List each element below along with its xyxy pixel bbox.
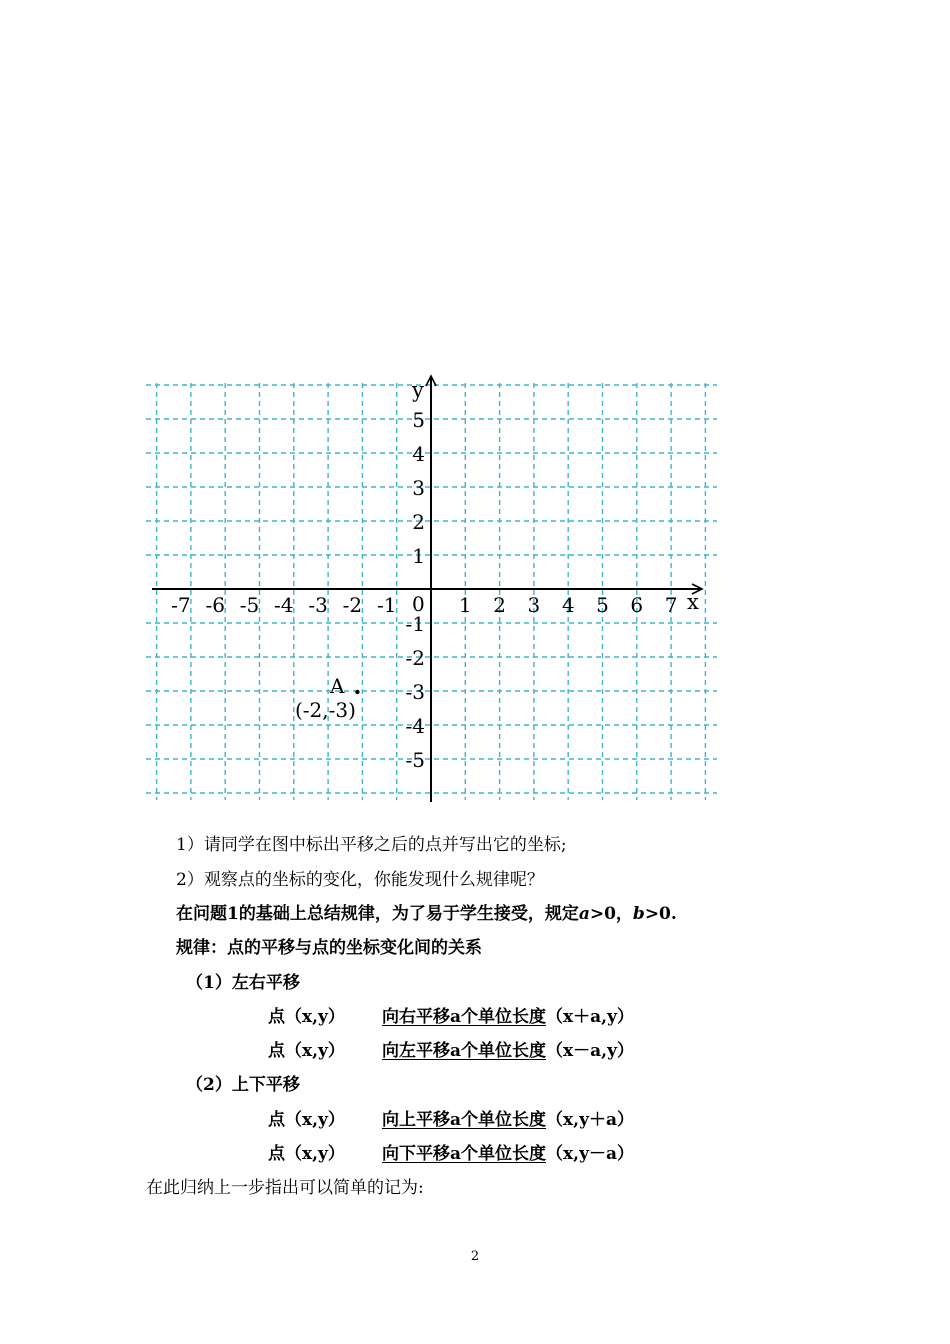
y-tick-label: 5 bbox=[412, 408, 425, 432]
question-2: 2）观察点的坐标的变化，你能发现什么规律呢？ bbox=[176, 870, 544, 890]
closing-text: 在此归纳上一步指出可以简单的记为: bbox=[146, 1178, 424, 1198]
y-tick-label: 3 bbox=[412, 476, 425, 500]
point-a-coords: (-2,-3) bbox=[295, 698, 356, 722]
rule-from: 点（x,y） bbox=[268, 1041, 345, 1061]
x-tick-label: -5 bbox=[239, 593, 260, 617]
point-a-dot bbox=[355, 690, 359, 694]
y-axis-label: y bbox=[412, 378, 424, 402]
summary-a-cond: >0， bbox=[589, 904, 633, 924]
x-tick-label: -2 bbox=[342, 593, 363, 617]
x-tick-label: 6 bbox=[630, 593, 644, 617]
question-1: 1）请同学在图中标出平移之后的点并写出它的坐标; bbox=[176, 835, 567, 855]
rule-action: 向左平移a个单位长度 bbox=[382, 1041, 547, 1061]
rule-action: 向下平移a个单位长度 bbox=[382, 1144, 547, 1164]
page-number: 2 bbox=[470, 1249, 480, 1264]
origin-label: 0 bbox=[412, 592, 425, 616]
x-tick-label: -4 bbox=[274, 593, 294, 617]
axes bbox=[152, 376, 702, 802]
summary-prefix: 在问题1的基础上总结规律，为了易于学生接受，规定 bbox=[176, 904, 579, 924]
x-tick-label: 5 bbox=[596, 593, 609, 617]
y-tick-label: 4 bbox=[412, 442, 425, 466]
rule-row bbox=[268, 1005, 634, 1029]
rule-from: 点（x,y） bbox=[268, 1007, 345, 1027]
x-tick-label: 2 bbox=[493, 593, 506, 617]
rule-action: 向上平移a个单位长度 bbox=[382, 1110, 547, 1130]
x-tick-label: -1 bbox=[376, 593, 397, 617]
x-tick-label: -3 bbox=[308, 593, 328, 617]
y-tick-label: 2 bbox=[412, 510, 425, 534]
section-heading-vertical: （2）上下平移 bbox=[186, 1075, 300, 1095]
rule-title: 规律：点的平移与点的坐标变化间的关系 bbox=[176, 938, 482, 958]
x-tick-label: 3 bbox=[527, 593, 541, 617]
y-tick-label: -3 bbox=[405, 680, 425, 704]
y-tick-label: -5 bbox=[405, 748, 425, 772]
x-tick-label: -6 bbox=[205, 593, 225, 617]
rule-row bbox=[268, 1142, 634, 1166]
rule-from: 点（x,y） bbox=[268, 1110, 345, 1130]
x-tick-label: -7 bbox=[171, 593, 191, 617]
rule-action: 向右平移a个单位长度 bbox=[382, 1007, 547, 1027]
summary-a-var: a bbox=[578, 904, 590, 924]
rule-to: （x＋a,y） bbox=[546, 1007, 634, 1027]
rule-to: （x,y＋a） bbox=[546, 1110, 634, 1130]
summary-b-cond: >0. bbox=[644, 904, 677, 924]
rule-from: 点（x,y） bbox=[268, 1144, 345, 1164]
y-tick-label: -4 bbox=[405, 714, 425, 738]
section-heading-horizontal: （1）左右平移 bbox=[186, 973, 300, 993]
x-axis-label: x bbox=[687, 590, 699, 614]
summary-line bbox=[176, 902, 677, 926]
y-tick-label: -1 bbox=[405, 612, 425, 636]
y-tick-label: 1 bbox=[412, 544, 425, 568]
rule-to: （x,y－a） bbox=[546, 1144, 634, 1164]
rule-row bbox=[268, 1108, 634, 1132]
y-tick-label: -2 bbox=[405, 646, 425, 670]
point-a-name: A bbox=[330, 674, 345, 698]
x-tick-label: 7 bbox=[664, 593, 678, 617]
x-tick-label: 4 bbox=[561, 593, 575, 617]
x-tick-label: 1 bbox=[458, 593, 472, 617]
rule-to: （x－a,y） bbox=[546, 1041, 634, 1061]
rule-row bbox=[268, 1039, 634, 1063]
summary-b-var: b bbox=[632, 904, 645, 924]
